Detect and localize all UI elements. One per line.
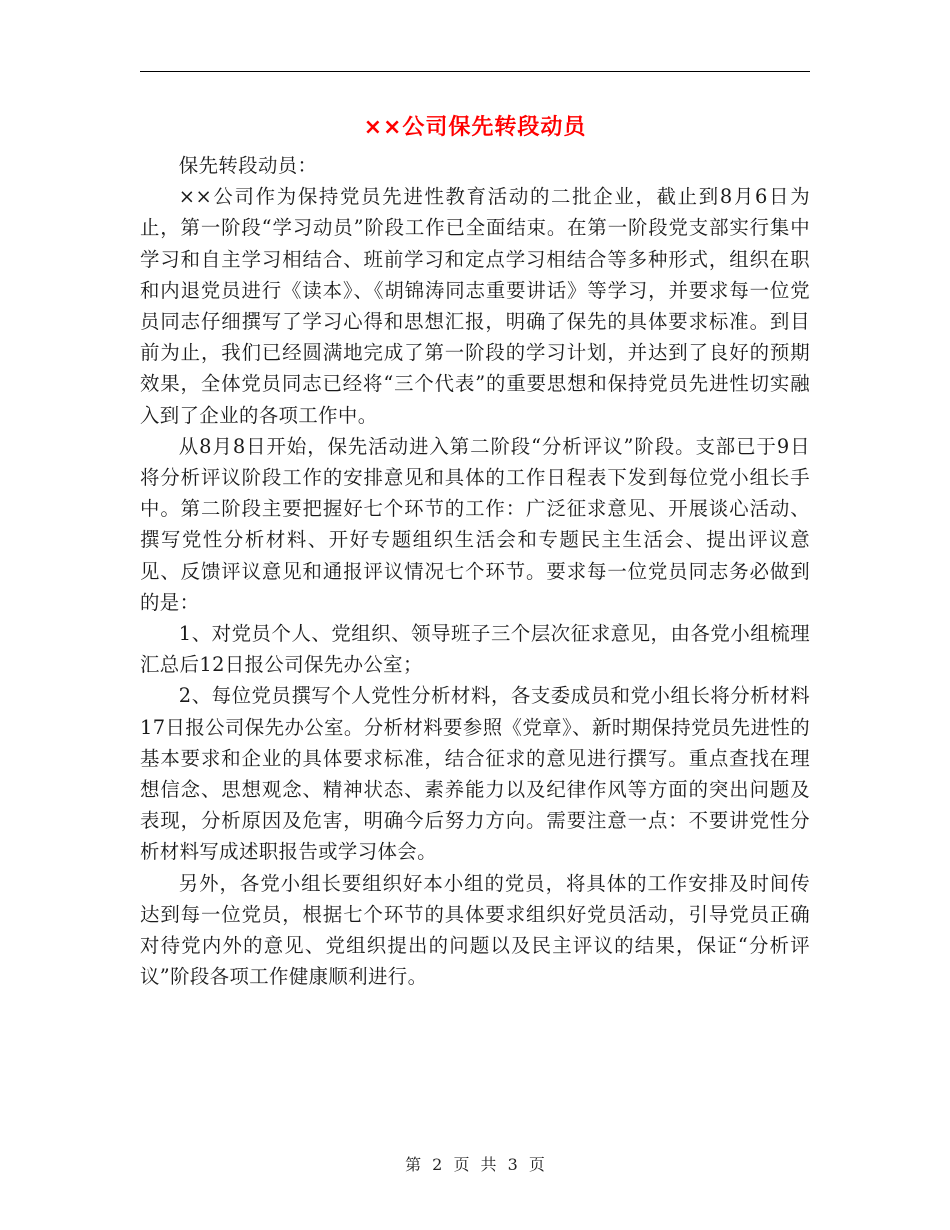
- body-paragraph-closing: 另外，各党小组长要组织好本小组的党员，将具体的工作安排及时间传达到每一位党员，根据七个环节的具体要求组织好党员活动，引导党员正确对待党内外的意见、党组织提出的问题以及民主评议的结果，保证“分析评议”阶段各项工作健康顺利进行。: [140, 871, 810, 989]
- body-paragraph-stage-one: ××公司作为保持党员先进性教育活动的二批企业，截止到8月6日为止，第一阶段“学习动员”阶段工作已全面结束。在第一阶段党支部实行集中学习和自主学习相结合、班前学习和定点学习相结合等多种形式，组织在职和内退党员进行《读本》、《胡锦涛同志重要讲话》等学习，并要求每一位党员同志仔细撰写了学习心得和思想汇报，明确了保先的具体要求标准。到目前为止，我们已经圆满地完成了第一阶段的学习计划，并达到了良好的预期效果，全体党员同志已经将“三个代表”的重要思想和保持党员先进性切实融入到了企业的各项工作中。: [140, 185, 810, 427]
- document-body: [140, 150, 810, 992]
- body-paragraph-stage-two: 从8月8日开始，保先活动进入第二阶段“分析评议”阶段。支部已于9日将分析评议阶段工作的安排意见和具体的工作日程表下发到每位党小组长手中。第二阶段主要把握好七个环节的工作：广泛征求意见、开展谈心活动、撰写党性分析材料、开好专题组织生活会和专题民主生活会、提出评议意见、反馈评议意见和通报评议情况七个环节。要求每一位党员同志务必做到的是：: [140, 434, 810, 614]
- document-title: ××公司保先转段动员: [363, 115, 587, 140]
- header-rule: [140, 71, 810, 72]
- list-item-2: 2、每位党员撰写个人党性分析材料，各支委成员和党小组长将分析材料17日报公司保先办公室。分析材料要参照《党章》、新时期保持党员先进性的基本要求和企业的具体要求标准，结合征求的意见进行撰写。重点查找在理想信念、思想观念、精神状态、素养能力以及纪律作风等方面的突出问题及表现，分析原因及危害，明确今后努力方向。需要注意一点：不要讲党性分析材料写成述职报告或学习体会。: [140, 684, 810, 864]
- salutation-paragraph: 保先转段动员：: [178, 154, 318, 177]
- list-item-1: 1、对党员个人、党组织、领导班子三个层次征求意见，由各党小组梳理汇总后12日报公司保先办公室；: [140, 622, 810, 677]
- page-number: 第 2 页 共 3 页: [405, 1155, 545, 1174]
